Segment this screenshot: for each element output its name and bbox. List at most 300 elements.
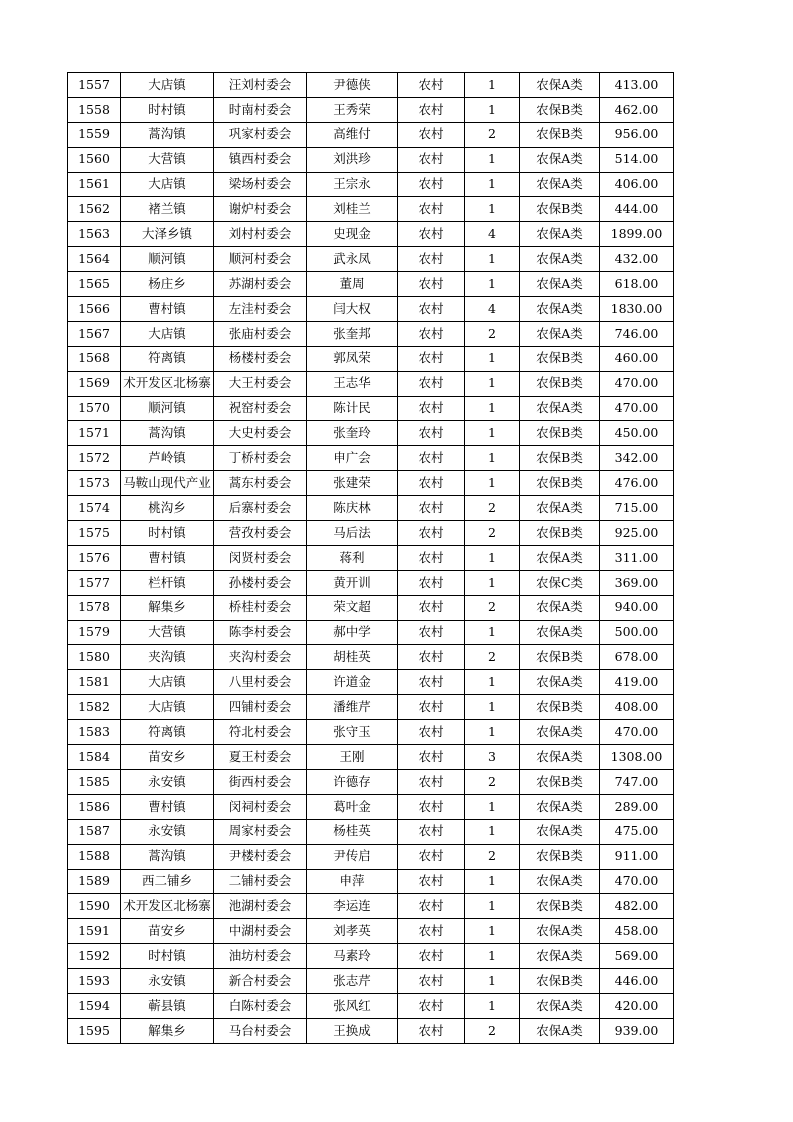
household-type-cell: 农村	[398, 172, 465, 197]
village-committee-cell: 蒿东村委会	[214, 471, 307, 496]
amount-cell: 470.00	[600, 869, 674, 894]
town-cell: 时村镇	[121, 944, 214, 969]
household-size-cell: 1	[465, 969, 520, 994]
amount-cell: 911.00	[600, 844, 674, 869]
town-cell: 时村镇	[121, 521, 214, 546]
table-row	[68, 496, 674, 521]
town-cell: 符离镇	[121, 720, 214, 745]
village-committee-cell: 谢炉村委会	[214, 197, 307, 222]
amount-cell: 470.00	[600, 396, 674, 421]
household-type-cell: 农村	[398, 695, 465, 720]
insurance-category-cell: 农保B类	[520, 769, 600, 794]
insurance-category-cell: 农保A类	[520, 595, 600, 620]
household-size-cell: 1	[465, 919, 520, 944]
insurance-category-cell: 农保A类	[520, 993, 600, 1018]
person-name-cell: 刘孝英	[307, 919, 398, 944]
insurance-category-cell: 农保A类	[520, 321, 600, 346]
town-cell: 永安镇	[121, 819, 214, 844]
household-size-cell: 1	[465, 620, 520, 645]
village-committee-cell: 大史村委会	[214, 421, 307, 446]
household-type-cell: 农村	[398, 969, 465, 994]
table-body	[68, 73, 674, 1044]
household-type-cell: 农村	[398, 769, 465, 794]
household-type-cell: 农村	[398, 745, 465, 770]
amount-cell: 413.00	[600, 73, 674, 98]
person-name-cell: 张建荣	[307, 471, 398, 496]
household-size-cell: 1	[465, 172, 520, 197]
amount-cell: 618.00	[600, 272, 674, 297]
town-cell: 蕲县镇	[121, 993, 214, 1018]
person-name-cell: 王志华	[307, 371, 398, 396]
town-cell: 曹村镇	[121, 545, 214, 570]
insurance-category-cell: 农保A类	[520, 944, 600, 969]
insurance-category-cell: 农保A类	[520, 496, 600, 521]
household-size-cell: 1	[465, 894, 520, 919]
household-type-cell: 农村	[398, 346, 465, 371]
person-name-cell: 张守玉	[307, 720, 398, 745]
row-number-cell: 1573	[68, 471, 121, 496]
insurance-category-cell: 农保A类	[520, 819, 600, 844]
village-committee-cell: 汪刘村委会	[214, 73, 307, 98]
table-row	[68, 122, 674, 147]
household-type-cell: 农村	[398, 670, 465, 695]
table-row	[68, 1018, 674, 1043]
village-committee-cell: 街西村委会	[214, 769, 307, 794]
amount-cell: 1308.00	[600, 745, 674, 770]
table-row	[68, 969, 674, 994]
amount-cell: 715.00	[600, 496, 674, 521]
row-number-cell: 1591	[68, 919, 121, 944]
village-committee-cell: 二铺村委会	[214, 869, 307, 894]
town-cell: 术开发区北杨寨	[121, 894, 214, 919]
table-row	[68, 869, 674, 894]
table-row	[68, 645, 674, 670]
household-type-cell: 农村	[398, 869, 465, 894]
row-number-cell: 1584	[68, 745, 121, 770]
household-size-cell: 1	[465, 446, 520, 471]
person-name-cell: 陈庆林	[307, 496, 398, 521]
household-size-cell: 1	[465, 869, 520, 894]
insurance-category-cell: 农保A类	[520, 73, 600, 98]
row-number-cell: 1582	[68, 695, 121, 720]
household-type-cell: 农村	[398, 894, 465, 919]
household-size-cell: 1	[465, 147, 520, 172]
household-size-cell: 2	[465, 1018, 520, 1043]
amount-cell: 289.00	[600, 794, 674, 819]
insurance-category-cell: 农保B类	[520, 894, 600, 919]
town-cell: 夹沟镇	[121, 645, 214, 670]
table-row	[68, 919, 674, 944]
amount-cell: 1899.00	[600, 222, 674, 247]
amount-cell: 432.00	[600, 247, 674, 272]
row-number-cell: 1579	[68, 620, 121, 645]
town-cell: 永安镇	[121, 769, 214, 794]
table-row	[68, 172, 674, 197]
town-cell: 芦岭镇	[121, 446, 214, 471]
village-committee-cell: 顺河村委会	[214, 247, 307, 272]
table-row	[68, 272, 674, 297]
amount-cell: 939.00	[600, 1018, 674, 1043]
person-name-cell: 史现金	[307, 222, 398, 247]
village-committee-cell: 闵祠村委会	[214, 794, 307, 819]
household-type-cell: 农村	[398, 247, 465, 272]
table-row	[68, 595, 674, 620]
table-row	[68, 73, 674, 98]
amount-cell: 475.00	[600, 819, 674, 844]
row-number-cell: 1562	[68, 197, 121, 222]
amount-cell: 450.00	[600, 421, 674, 446]
insurance-category-cell: 农保B类	[520, 197, 600, 222]
table-row	[68, 446, 674, 471]
row-number-cell: 1586	[68, 794, 121, 819]
row-number-cell: 1565	[68, 272, 121, 297]
amount-cell: 470.00	[600, 371, 674, 396]
household-size-cell: 1	[465, 794, 520, 819]
person-name-cell: 董周	[307, 272, 398, 297]
household-type-cell: 农村	[398, 73, 465, 98]
row-number-cell: 1568	[68, 346, 121, 371]
household-size-cell: 2	[465, 321, 520, 346]
insurance-category-cell: 农保A类	[520, 794, 600, 819]
household-size-cell: 2	[465, 496, 520, 521]
household-type-cell: 农村	[398, 272, 465, 297]
person-name-cell: 潘维芹	[307, 695, 398, 720]
insurance-category-cell: 农保A类	[520, 272, 600, 297]
table-row	[68, 346, 674, 371]
insurance-category-cell: 农保B类	[520, 844, 600, 869]
village-committee-cell: 夏王村委会	[214, 745, 307, 770]
village-committee-cell: 后寨村委会	[214, 496, 307, 521]
household-type-cell: 农村	[398, 97, 465, 122]
village-committee-cell: 桥桂村委会	[214, 595, 307, 620]
insurance-category-cell: 农保B类	[520, 421, 600, 446]
household-type-cell: 农村	[398, 147, 465, 172]
amount-cell: 470.00	[600, 720, 674, 745]
amount-cell: 406.00	[600, 172, 674, 197]
town-cell: 大店镇	[121, 670, 214, 695]
insurance-category-cell: 农保A类	[520, 396, 600, 421]
household-type-cell: 农村	[398, 645, 465, 670]
row-number-cell: 1593	[68, 969, 121, 994]
town-cell: 大店镇	[121, 172, 214, 197]
insurance-category-cell: 农保A类	[520, 297, 600, 322]
household-type-cell: 农村	[398, 993, 465, 1018]
village-committee-cell: 镇西村委会	[214, 147, 307, 172]
row-number-cell: 1581	[68, 670, 121, 695]
household-type-cell: 农村	[398, 1018, 465, 1043]
village-committee-cell: 夹沟村委会	[214, 645, 307, 670]
insurance-category-cell: 农保C类	[520, 570, 600, 595]
row-number-cell: 1587	[68, 819, 121, 844]
village-committee-cell: 符北村委会	[214, 720, 307, 745]
village-committee-cell: 孙楼村委会	[214, 570, 307, 595]
town-cell: 大店镇	[121, 73, 214, 98]
household-type-cell: 农村	[398, 620, 465, 645]
table-row	[68, 993, 674, 1018]
household-size-cell: 1	[465, 272, 520, 297]
row-number-cell: 1589	[68, 869, 121, 894]
household-size-cell: 1	[465, 993, 520, 1018]
table-row	[68, 570, 674, 595]
insurance-category-cell: 农保A类	[520, 545, 600, 570]
town-cell: 栏杆镇	[121, 570, 214, 595]
household-type-cell: 农村	[398, 471, 465, 496]
household-type-cell: 农村	[398, 297, 465, 322]
household-size-cell: 1	[465, 819, 520, 844]
table-row	[68, 670, 674, 695]
town-cell: 顺河镇	[121, 247, 214, 272]
insurance-category-cell: 农保B类	[520, 446, 600, 471]
village-committee-cell: 马台村委会	[214, 1018, 307, 1043]
town-cell: 大营镇	[121, 620, 214, 645]
village-committee-cell: 祝窑村委会	[214, 396, 307, 421]
person-name-cell: 蒋利	[307, 545, 398, 570]
row-number-cell: 1569	[68, 371, 121, 396]
amount-cell: 419.00	[600, 670, 674, 695]
household-size-cell: 1	[465, 545, 520, 570]
village-committee-cell: 闵贤村委会	[214, 545, 307, 570]
village-committee-cell: 左洼村委会	[214, 297, 307, 322]
insurance-category-cell: 农保B类	[520, 371, 600, 396]
village-committee-cell: 陈李村委会	[214, 620, 307, 645]
insurance-category-cell: 农保A类	[520, 247, 600, 272]
household-size-cell: 4	[465, 297, 520, 322]
town-cell: 大店镇	[121, 695, 214, 720]
town-cell: 术开发区北杨寨	[121, 371, 214, 396]
household-type-cell: 农村	[398, 794, 465, 819]
table-row	[68, 471, 674, 496]
person-name-cell: 申广会	[307, 446, 398, 471]
village-committee-cell: 四铺村委会	[214, 695, 307, 720]
amount-cell: 408.00	[600, 695, 674, 720]
table-row	[68, 745, 674, 770]
household-type-cell: 农村	[398, 446, 465, 471]
insurance-category-cell: 农保B类	[520, 346, 600, 371]
household-size-cell: 1	[465, 720, 520, 745]
row-number-cell: 1583	[68, 720, 121, 745]
amount-cell: 678.00	[600, 645, 674, 670]
town-cell: 苗安乡	[121, 919, 214, 944]
insurance-category-cell: 农保A类	[520, 745, 600, 770]
table-row	[68, 396, 674, 421]
town-cell: 杨庄乡	[121, 272, 214, 297]
table-row	[68, 894, 674, 919]
town-cell: 苗安乡	[121, 745, 214, 770]
table-row	[68, 620, 674, 645]
person-name-cell: 陈计民	[307, 396, 398, 421]
household-size-cell: 2	[465, 769, 520, 794]
table-row	[68, 147, 674, 172]
amount-cell: 940.00	[600, 595, 674, 620]
row-number-cell: 1571	[68, 421, 121, 446]
town-cell: 桃沟乡	[121, 496, 214, 521]
row-number-cell: 1558	[68, 97, 121, 122]
person-name-cell: 许道金	[307, 670, 398, 695]
row-number-cell: 1561	[68, 172, 121, 197]
amount-cell: 460.00	[600, 346, 674, 371]
household-type-cell: 农村	[398, 844, 465, 869]
amount-cell: 482.00	[600, 894, 674, 919]
household-size-cell: 4	[465, 222, 520, 247]
person-name-cell: 高维付	[307, 122, 398, 147]
town-cell: 符离镇	[121, 346, 214, 371]
row-number-cell: 1566	[68, 297, 121, 322]
table-row	[68, 297, 674, 322]
household-size-cell: 2	[465, 645, 520, 670]
household-size-cell: 1	[465, 695, 520, 720]
amount-cell: 569.00	[600, 944, 674, 969]
table-row	[68, 421, 674, 446]
village-committee-cell: 时南村委会	[214, 97, 307, 122]
row-number-cell: 1557	[68, 73, 121, 98]
household-type-cell: 农村	[398, 396, 465, 421]
amount-cell: 458.00	[600, 919, 674, 944]
village-committee-cell: 八里村委会	[214, 670, 307, 695]
village-committee-cell: 白陈村委会	[214, 993, 307, 1018]
person-name-cell: 杨桂英	[307, 819, 398, 844]
insurance-category-cell: 农保A类	[520, 919, 600, 944]
household-size-cell: 1	[465, 421, 520, 446]
person-name-cell: 王换成	[307, 1018, 398, 1043]
table-row	[68, 371, 674, 396]
town-cell: 解集乡	[121, 595, 214, 620]
household-type-cell: 农村	[398, 570, 465, 595]
table-row	[68, 944, 674, 969]
town-cell: 大营镇	[121, 147, 214, 172]
town-cell: 蒿沟镇	[121, 421, 214, 446]
row-number-cell: 1560	[68, 147, 121, 172]
person-name-cell: 尹传启	[307, 844, 398, 869]
person-name-cell: 荣文超	[307, 595, 398, 620]
household-size-cell: 2	[465, 122, 520, 147]
amount-cell: 925.00	[600, 521, 674, 546]
person-name-cell: 张风红	[307, 993, 398, 1018]
village-committee-cell: 张庙村委会	[214, 321, 307, 346]
household-type-cell: 农村	[398, 197, 465, 222]
insurance-category-cell: 农保A类	[520, 720, 600, 745]
village-committee-cell: 尹楼村委会	[214, 844, 307, 869]
row-number-cell: 1570	[68, 396, 121, 421]
row-number-cell: 1559	[68, 122, 121, 147]
row-number-cell: 1567	[68, 321, 121, 346]
row-number-cell: 1585	[68, 769, 121, 794]
village-committee-cell: 油坊村委会	[214, 944, 307, 969]
village-committee-cell: 中湖村委会	[214, 919, 307, 944]
household-type-cell: 农村	[398, 496, 465, 521]
town-cell: 曹村镇	[121, 297, 214, 322]
amount-cell: 446.00	[600, 969, 674, 994]
town-cell: 永安镇	[121, 969, 214, 994]
amount-cell: 956.00	[600, 122, 674, 147]
village-committee-cell: 营孜村委会	[214, 521, 307, 546]
household-type-cell: 农村	[398, 222, 465, 247]
town-cell: 解集乡	[121, 1018, 214, 1043]
amount-cell: 420.00	[600, 993, 674, 1018]
row-number-cell: 1580	[68, 645, 121, 670]
household-size-cell: 1	[465, 97, 520, 122]
insurance-category-cell: 农保B类	[520, 521, 600, 546]
amount-cell: 462.00	[600, 97, 674, 122]
person-name-cell: 王秀荣	[307, 97, 398, 122]
person-name-cell: 闫大权	[307, 297, 398, 322]
town-cell: 时村镇	[121, 97, 214, 122]
household-size-cell: 1	[465, 371, 520, 396]
person-name-cell: 武永凤	[307, 247, 398, 272]
table-row	[68, 247, 674, 272]
person-name-cell: 马后法	[307, 521, 398, 546]
person-name-cell: 郭凤荣	[307, 346, 398, 371]
household-type-cell: 农村	[398, 321, 465, 346]
town-cell: 大店镇	[121, 321, 214, 346]
insurance-category-cell: 农保A类	[520, 147, 600, 172]
household-size-cell: 2	[465, 844, 520, 869]
insurance-category-cell: 农保B类	[520, 645, 600, 670]
insurance-category-cell: 农保B类	[520, 97, 600, 122]
amount-cell: 747.00	[600, 769, 674, 794]
household-size-cell: 1	[465, 73, 520, 98]
person-name-cell: 王宗永	[307, 172, 398, 197]
table-row	[68, 720, 674, 745]
household-size-cell: 1	[465, 396, 520, 421]
person-name-cell: 胡桂英	[307, 645, 398, 670]
insurance-category-cell: 农保A类	[520, 670, 600, 695]
person-name-cell: 刘洪珍	[307, 147, 398, 172]
village-committee-cell: 丁桥村委会	[214, 446, 307, 471]
household-type-cell: 农村	[398, 819, 465, 844]
village-committee-cell: 巩家村委会	[214, 122, 307, 147]
town-cell: 褚兰镇	[121, 197, 214, 222]
village-committee-cell: 大王村委会	[214, 371, 307, 396]
household-size-cell: 1	[465, 471, 520, 496]
household-size-cell: 1	[465, 346, 520, 371]
insurance-category-cell: 农保A类	[520, 869, 600, 894]
row-number-cell: 1577	[68, 570, 121, 595]
row-number-cell: 1575	[68, 521, 121, 546]
person-name-cell: 申萍	[307, 869, 398, 894]
table-row	[68, 819, 674, 844]
town-cell: 蒿沟镇	[121, 122, 214, 147]
table-row	[68, 321, 674, 346]
insurance-category-cell: 农保B类	[520, 122, 600, 147]
household-type-cell: 农村	[398, 521, 465, 546]
amount-cell: 746.00	[600, 321, 674, 346]
table-row	[68, 769, 674, 794]
village-committee-cell: 周家村委会	[214, 819, 307, 844]
household-type-cell: 农村	[398, 944, 465, 969]
row-number-cell: 1563	[68, 222, 121, 247]
household-type-cell: 农村	[398, 919, 465, 944]
amount-cell: 342.00	[600, 446, 674, 471]
insurance-category-cell: 农保A类	[520, 1018, 600, 1043]
row-number-cell: 1564	[68, 247, 121, 272]
person-name-cell: 张奎邦	[307, 321, 398, 346]
village-committee-cell: 池湖村委会	[214, 894, 307, 919]
amount-cell: 1830.00	[600, 297, 674, 322]
household-size-cell: 1	[465, 670, 520, 695]
person-name-cell: 张志芹	[307, 969, 398, 994]
village-committee-cell: 新合村委会	[214, 969, 307, 994]
amount-cell: 500.00	[600, 620, 674, 645]
person-name-cell: 尹德侠	[307, 73, 398, 98]
row-number-cell: 1594	[68, 993, 121, 1018]
household-size-cell: 1	[465, 247, 520, 272]
town-cell: 蒿沟镇	[121, 844, 214, 869]
household-size-cell: 1	[465, 944, 520, 969]
amount-cell: 311.00	[600, 545, 674, 570]
table-row	[68, 794, 674, 819]
town-cell: 顺河镇	[121, 396, 214, 421]
household-size-cell: 2	[465, 595, 520, 620]
